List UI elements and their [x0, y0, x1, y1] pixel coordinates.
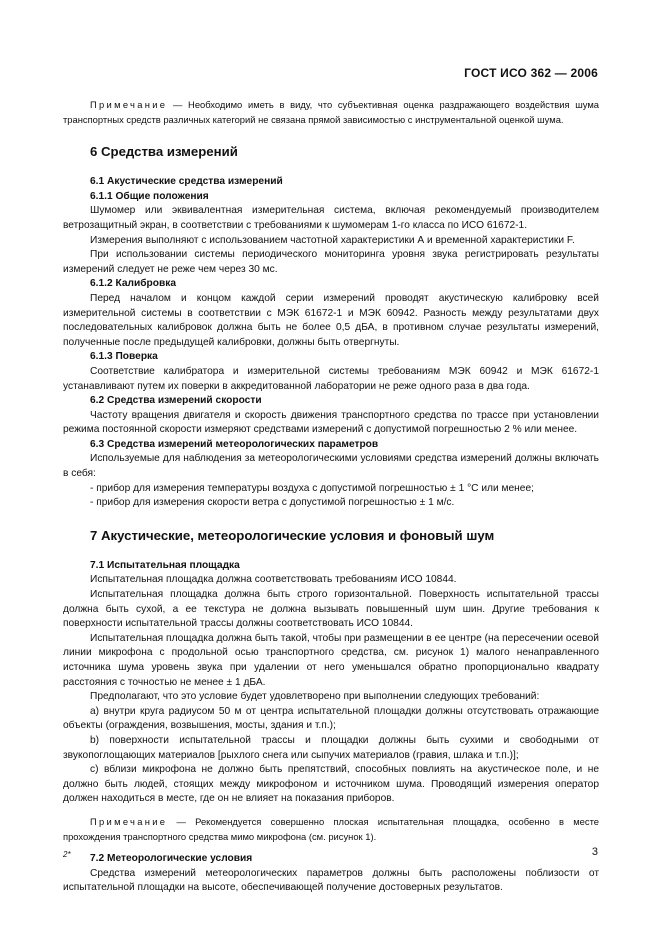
subsection-6-1-1-title: 6.1.1 Общие положения — [90, 190, 209, 202]
list-item: а) внутри круга радиусом 50 м от центра испытательной площадки должны отсутствовать отражающие объекты (ограждения, возвышения, мосты, здания и т.п.); — [63, 705, 599, 732]
section-7-title: 7 Акустические, метеорологические условия и фоновый шум — [90, 527, 495, 543]
note-paragraph — [63, 815, 599, 844]
list-item: - прибор для измерения скорости ветра с допустимой погрешностью ± 1 м/с. — [90, 497, 455, 509]
list-item: b) поверхности испытательной трассы и площадки должны быть сухими и свободными от звукопоглощающих материалов [рыхлого снега или сыпучих материалов (гравия, шлака и т.п.)]; — [63, 734, 599, 761]
note-text: — Рекомендуется совершенно плоская испытательная площадка, особенно в месте прохождения транспортного средства мимо микрофона (см. рисунок 1). — [63, 815, 599, 842]
section-6-title: 6 Средства измерений — [90, 144, 238, 160]
subsection-6-1-2-title: 6.1.2 Калибровка — [90, 278, 176, 290]
page-number: 3 — [591, 846, 598, 858]
paragraph: Измерения выполняют с использованием частотной характеристики А и временной характеристики F. — [90, 234, 575, 246]
paragraph: Испытательная площадка должна быть строго горизонтальной. Поверхность испытательной трассы должна быть сухой, а ее текстура не должна вызывать повышенный шум шин. Другие требования к поверхности испытательной трассы должны соответствовать ИСО 10844. — [63, 589, 599, 630]
note-label: Примечание — [90, 99, 168, 110]
paragraph: При использовании системы периодического мониторинга уровня звука регистрировать результаты измерений следует не реже чем через 30 мс. — [63, 249, 599, 275]
list-item: - прибор для измерения температуры воздуха с допустимой погрешностью ± 1 °С или менее; — [90, 482, 534, 494]
note-paragraph — [63, 98, 599, 127]
paragraph: Используемые для наблюдения за метеорологическими условиями средства измерений должны включать в себя: — [63, 453, 599, 480]
paragraph: Частоту вращения двигателя и скорость движения транспортного средства по трассе при установлении режима постоянной скорости измеряют средствами измерений с допустимой погрешностью 2 % или менее. — [63, 409, 599, 436]
paragraph: Испытательная площадка должна быть такой, чтобы при размещении в ее центре (на пересечении осевой линии микрофона с продольной осью транспортного средства, см. рисунок 1) малого ненаправленного источника шума уровень звука при удалении от него уменьшался обратно пропорционально квадрату расстояния с точностью не менее ± 1 дБА. — [63, 632, 599, 688]
subsection-6-2-title: 6.2 Средства измерений скорости — [90, 395, 262, 407]
subsection-6-3-title: 6.3 Средства измерений метеорологических параметров — [90, 438, 379, 450]
paragraph: Перед началом и концом каждой серии измерений проводят акустическую калибровку всей измерительной системы в соответствии с МЭК 61672-1 и МЭК 60942. Разность между результатами двух последовательных калибровок должна быть не более 0,5 дБА, в противном случае результаты измерений, полученные после предыдущей калибровки, должны быть отвергнуты. — [63, 292, 599, 348]
sheet-mark: 2* — [63, 850, 71, 859]
subsection-7-2-title: 7.2 Метеорологические условия — [90, 853, 253, 865]
paragraph: Соответствие калибратора и измерительной системы требованиям МЭК 60942 и МЭК 61672-1 устанавливают путем их поверки в аккредитованной лаборатории не реже одного раза в два года. — [63, 365, 599, 392]
paragraph: Испытательная площадка должна соответствовать требованиям ИСО 10844. — [90, 574, 457, 586]
paragraph: Предполагают, что это условие будет удовлетворено при выполнении следующих требований: — [90, 691, 540, 703]
document-code: ГОСТ ИСО 362 — 2006 — [464, 66, 598, 80]
page-content — [63, 98, 599, 896]
paragraph: Шумомер или эквивалентная измерительная система, включая рекомендуемый производителем ветрозащитный экран, в соответствии с требованиями к шумомерам 1-го класса по ИСО 61672-1. — [63, 205, 599, 231]
subsection-7-1-title: 7.1 Испытательная площадка — [90, 559, 240, 571]
note-text: — Необходимо иметь в виду, что субъективная оценка раздражающего воздействия шума транспортных средств различных категорий не связана прямой зависимостью с инструментальной оценкой шума. — [63, 99, 599, 125]
subsection-6-1-3-title: 6.1.3 Поверка — [90, 351, 158, 363]
paragraph: Средства измерений метеорологических параметров должны быть расположены поблизости от испытательной площадки на высоте, обеспечивающей получение достоверных результатов. — [63, 867, 599, 894]
note-label: Примечание — [90, 815, 168, 827]
subsection-6-1-title: 6.1 Акустические средства измерений — [90, 176, 283, 188]
list-item: с) вблизи микрофона не должно быть препятствий, способных повлиять на акустическое поле, и не должно быть людей, стоящих между микрофоном и источником шума. Проводящий измерения оператор должен находиться в месте, где он не влияет на показания приборов. — [63, 764, 599, 805]
